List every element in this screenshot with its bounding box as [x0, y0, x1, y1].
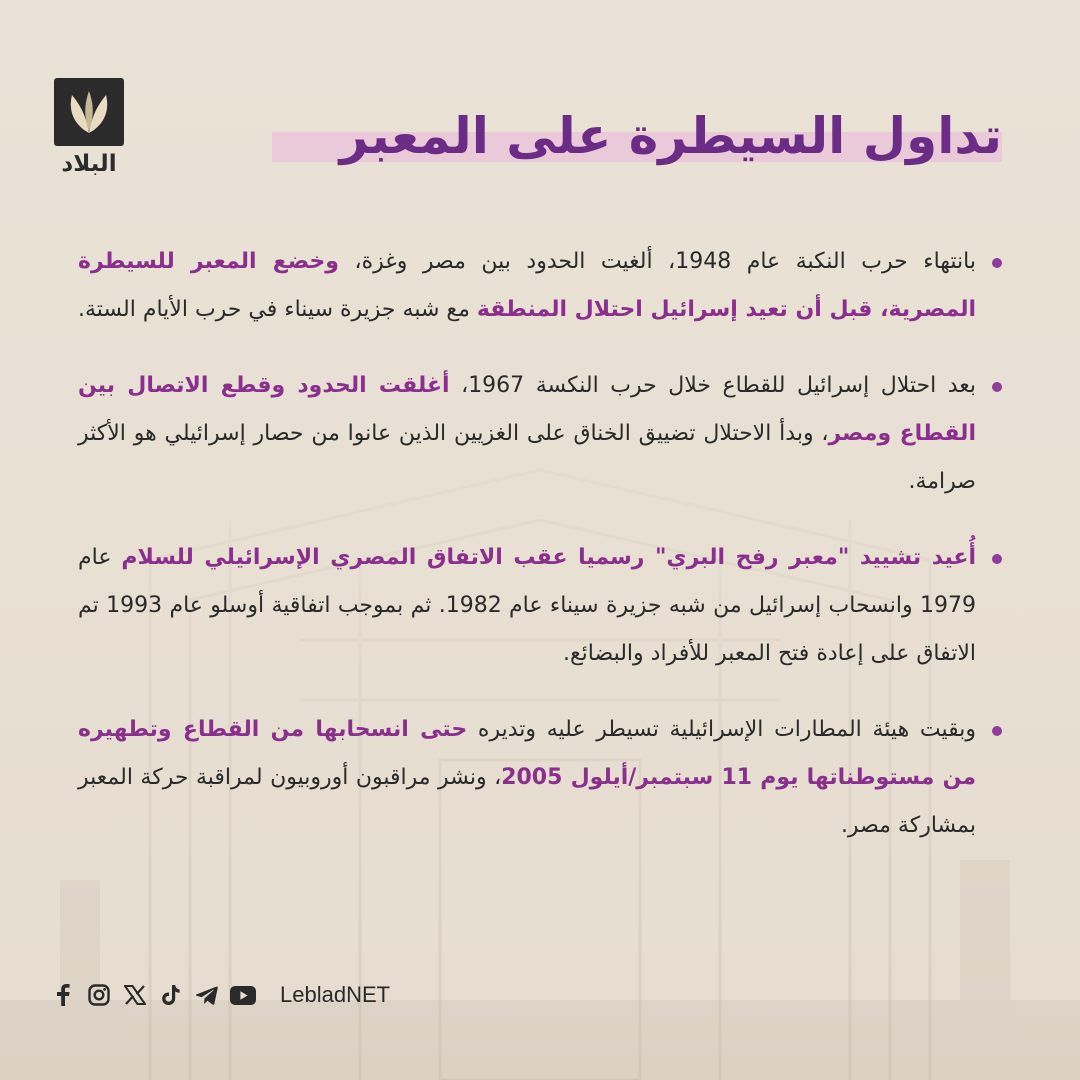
bullet-highlight: وخضع المعبر للسيطرة المصرية، قبل أن تعيد إسرائيل احتلال المنطقة — [78, 249, 976, 322]
bullet-text: بعد احتلال إسرائيل للقطاع خلال حرب النكسة 1967، — [449, 373, 976, 398]
x-icon[interactable] — [122, 982, 148, 1008]
instagram-icon[interactable] — [86, 982, 112, 1008]
leaf-icon — [62, 87, 116, 137]
tiktok-icon[interactable] — [158, 982, 184, 1008]
logo-text: البلاد — [61, 151, 117, 177]
bullet-dot-icon — [992, 726, 1002, 736]
social-footer — [50, 980, 390, 1010]
bullet-highlight: أُعيد تشييد "معبر رفح البري" رسميا عقب الاتفاق المصري الإسرائيلي للسلام — [121, 545, 976, 570]
bullet-list — [78, 238, 1002, 878]
bullet-text: ، وبدأ الاحتلال تضييق الخناق على الغزيين الذين عانوا من حصار إسرائيلي هو الأكثر صرامة. — [78, 421, 976, 494]
bullet-highlight: أغلقت الحدود وقطع الاتصال بين القطاع ومصر — [78, 373, 976, 446]
youtube-icon[interactable] — [230, 982, 256, 1008]
logo-mark — [54, 78, 124, 146]
bullet-highlight: حتى انسحابها من القطاع وتطهيره من مستوطناتها يوم 11 سبتمبر/أيلول 2005 — [78, 717, 977, 790]
social-handle[interactable]: LebladNET — [280, 982, 391, 1007]
bullet-item — [78, 706, 1002, 850]
bullet-item — [78, 362, 1002, 506]
facebook-icon[interactable] — [50, 982, 76, 1008]
bullet-dot-icon — [992, 382, 1002, 392]
bullet-text: ، ونشر مراقبون أوروبيون لمراقبة حركة المعبر بمشاركة مصر. — [78, 765, 976, 838]
bullet-text: بانتهاء حرب النكبة عام 1948، ألغيت الحدود بين مصر وغزة، — [338, 249, 976, 274]
bullet-text: وبقيت هيئة المطارات الإسرائيلية تسيطر عليه وتديره — [467, 717, 976, 742]
brand-logo — [54, 78, 124, 180]
bullet-dot-icon — [992, 258, 1002, 268]
bullet-item — [78, 238, 1002, 334]
telegram-icon[interactable] — [194, 982, 220, 1008]
bullet-text: مع شبه جزيرة سيناء في حرب الأيام الستة. — [78, 297, 477, 322]
page-title: تداول السيطرة على المعبر — [339, 107, 1002, 165]
bullet-text: عام 1979 وانسحاب إسرائيل من شبه جزيرة سيناء عام 1982. ثم بموجب اتفاقية أوسلو عام 1993 تم الاتفاق على إعادة فتح المعبر للأفراد والبضائع. — [78, 545, 976, 666]
bullet-dot-icon — [992, 554, 1002, 564]
bullet-item — [78, 534, 1002, 678]
